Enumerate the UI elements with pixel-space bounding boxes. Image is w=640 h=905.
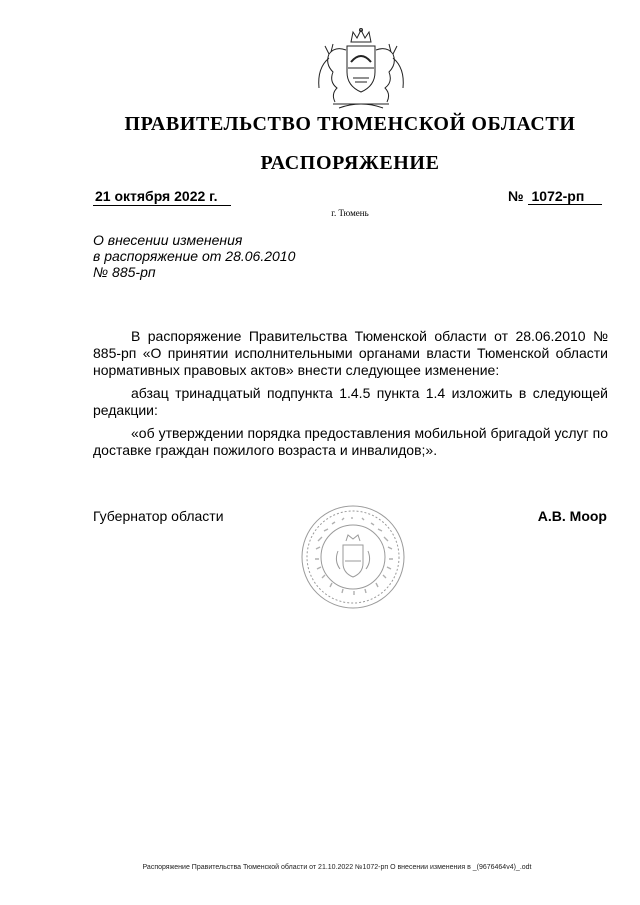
document-city: г. Тюмень (331, 208, 369, 218)
body-paragraph: «об утверждении порядка предоставления мобильной бригадой услуг по доставке граждан пожилого возраста и инвалидов;». (93, 425, 608, 458)
organization-title: ПРАВИТЕЛЬСТВО ТЮМЕНСКОЙ ОБЛАСТИ (124, 113, 576, 135)
document-number-field (508, 188, 602, 205)
subject-line: в распоряжение от 28.06.2010 (93, 248, 296, 264)
subject-line: О внесении изменения (93, 232, 243, 248)
number-sign: № (508, 188, 524, 204)
document-body (93, 328, 608, 465)
body-paragraph: абзац тринадцатый подпункта 1.4.5 пункта 1.4 изложить в следующей редакции: (93, 385, 608, 418)
signatory-title: Губернатор области (93, 508, 224, 524)
document-date: 21 октября 2022 г. (93, 188, 231, 206)
coat-of-arms-icon (315, 28, 407, 112)
body-paragraph: В распоряжение Правительства Тюменской области от 28.06.2010 № 885-рп «О принятии исполнительными органами власти Тюменской области нормативных правовых актов» внести следующее изменение: (93, 328, 608, 378)
signatory-name: А.В. Моор (537, 508, 607, 524)
document-type: РАСПОРЯЖЕНИЕ (260, 152, 440, 174)
official-seal-icon (298, 503, 408, 611)
subject-line: № 885-рп (93, 264, 156, 280)
document-number: 1072-рп (528, 188, 602, 205)
document-footer: Распоряжение Правительства Тюменской области от 21.10.2022 №1072-рп О внесении изменения в _(9676464v4)_.odt (142, 864, 532, 871)
document-subject (93, 232, 295, 280)
